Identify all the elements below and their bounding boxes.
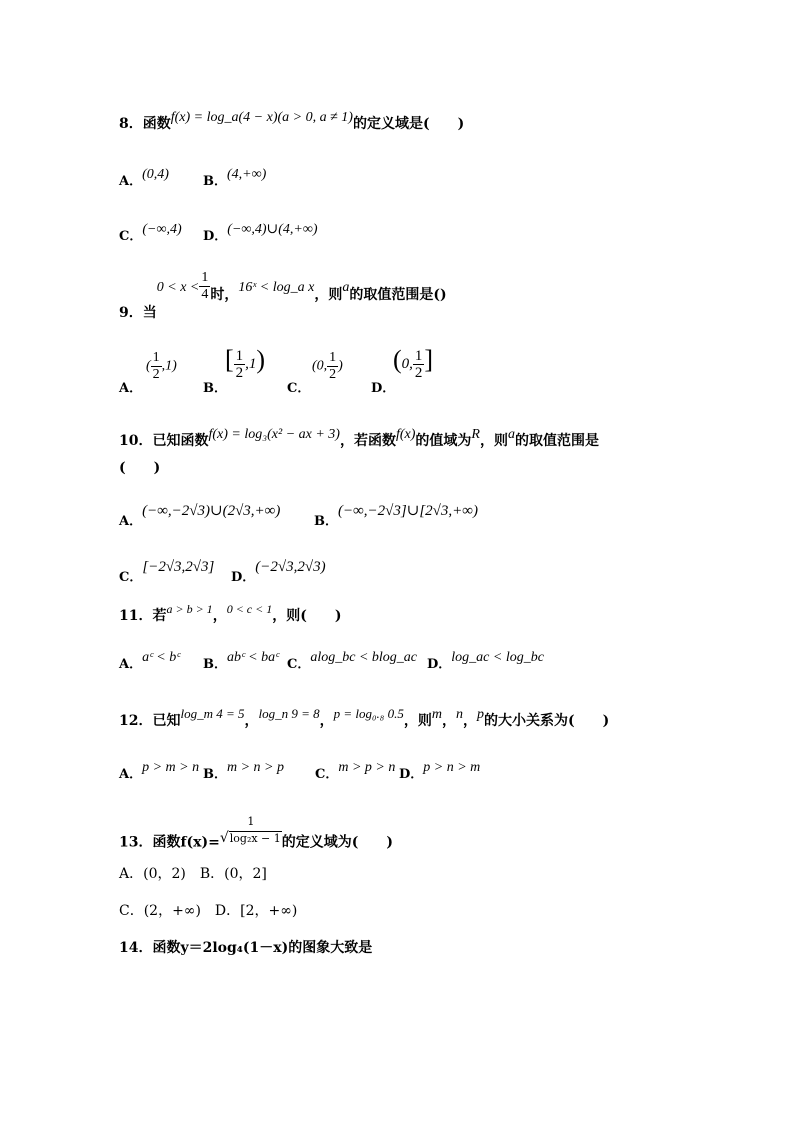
q12-option-d bbox=[399, 760, 481, 783]
q11-sep: ， bbox=[212, 608, 227, 624]
q9-c-value: (0, $\frac{1}{2}$ ) bbox=[312, 350, 343, 382]
q12-sep3: ， bbox=[441, 713, 456, 729]
q9-c-label: C． bbox=[287, 381, 311, 396]
q9-b-den: 2 bbox=[235, 365, 244, 382]
q12-prefix: 12．已知 bbox=[119, 713, 181, 729]
q11-stem bbox=[119, 602, 342, 625]
q13-options-cd bbox=[119, 900, 297, 920]
q9-d-label: D． bbox=[371, 381, 396, 396]
q9-c-den: 2 bbox=[329, 367, 337, 382]
q11-d-label: D． bbox=[427, 657, 452, 672]
q12-eq3: p = log₀.₈ 0.5 bbox=[333, 706, 404, 721]
q9-option-d bbox=[371, 377, 395, 396]
q8-c-value: (−∞,4) bbox=[142, 222, 182, 237]
q9-b-value: [ $\frac{1}{2}$ ,1) bbox=[225, 345, 266, 382]
q11-prefix: 11．若 bbox=[119, 608, 167, 624]
q13-options-ab bbox=[119, 863, 267, 883]
q8-b-label: B． bbox=[203, 174, 227, 189]
q9-a-one: 1 bbox=[165, 358, 173, 374]
q13-prefix: 13．函数f(x)= bbox=[119, 834, 220, 851]
q10-R: R bbox=[471, 427, 480, 442]
q10-fx: f(x) bbox=[395, 427, 416, 442]
q10-mid3: ，则 bbox=[479, 433, 508, 449]
q13-num: 1 bbox=[247, 815, 255, 828]
q13-suffix: 的定义域为( ) bbox=[281, 834, 394, 851]
q12-option-b bbox=[203, 760, 285, 783]
q10-a-label: A． bbox=[119, 514, 143, 529]
q8-c-label: C． bbox=[119, 229, 143, 244]
q13-cd-text: C．(2，+∞) D．[2，+∞) bbox=[119, 903, 298, 919]
q10-stem bbox=[119, 427, 599, 450]
q9-b-num: 1 bbox=[235, 348, 244, 365]
q12-eq1: log_m 4 = 5 bbox=[180, 706, 245, 721]
q10-option-c bbox=[119, 559, 215, 586]
q12-sep2: ， bbox=[319, 713, 334, 729]
q10-option-d bbox=[231, 559, 326, 586]
q8-option-c bbox=[119, 222, 182, 245]
q8-d-value: (−∞,4)∪(4,+∞) bbox=[227, 222, 318, 237]
q8-option-d bbox=[203, 222, 318, 245]
q10-b-value: (−∞,−2√3]∪[2√3,+∞) bbox=[338, 503, 478, 519]
q9-condition: 0 < x < bbox=[156, 279, 200, 295]
q12-option-c bbox=[315, 760, 396, 783]
q11-a-value: aᶜ < bᶜ bbox=[142, 650, 180, 665]
q8-a-value: (0,4) bbox=[142, 167, 169, 182]
q9-stem bbox=[119, 270, 447, 321]
q12-eq2: log_n 9 = 8 bbox=[258, 706, 320, 721]
q11-cond2: 0 < c < 1 bbox=[226, 602, 273, 616]
q9-d-zero: 0 bbox=[401, 356, 410, 372]
q9-a-num: 1 bbox=[152, 350, 160, 365]
q10-a-value: (−∞,−2√3)∪(2√3,+∞) bbox=[142, 503, 281, 519]
q12-a-label: A． bbox=[119, 767, 143, 782]
q10-prefix: 10．已知函数 bbox=[119, 433, 209, 449]
q10-paren bbox=[119, 457, 160, 477]
q10-option-b bbox=[314, 503, 478, 530]
q9-b-one: 1 bbox=[248, 356, 257, 372]
q12-suffix: 的大小关系为( ) bbox=[483, 713, 610, 729]
q12-sep4: ， bbox=[462, 713, 477, 729]
q11-option-c bbox=[287, 650, 418, 673]
q13-ab-text: A．(0，2) B．(0，2] bbox=[119, 866, 267, 882]
q10-d-value: (−2√3,2√3) bbox=[255, 559, 326, 575]
q11-c-value: alog_bc < blog_ac bbox=[310, 650, 418, 665]
q9-prefix: 9．当 bbox=[119, 304, 157, 321]
q10-var: a bbox=[507, 427, 515, 442]
q8-stem bbox=[119, 110, 465, 133]
q10-suffix: 的取值范围是 bbox=[514, 433, 599, 449]
q13-fraction: 1 √log₂x − 1 bbox=[219, 815, 281, 846]
q11-suffix: ，则( ) bbox=[272, 608, 342, 624]
q9-var: a bbox=[342, 279, 350, 295]
q9-option-c bbox=[287, 377, 310, 396]
q11-option-a bbox=[119, 650, 180, 673]
q12-option-a bbox=[119, 760, 200, 783]
q11-option-b bbox=[203, 650, 279, 673]
q12-a-value: p > m > n bbox=[142, 760, 200, 775]
q8-d-label: D． bbox=[203, 229, 228, 244]
q10-option-a bbox=[119, 503, 281, 530]
q9-a-value: ( $\frac{1}{2}$ ,1) bbox=[146, 350, 177, 382]
q11-option-d bbox=[427, 650, 544, 673]
q12-b-value: m > n > p bbox=[227, 760, 285, 775]
q12-mid: ，则 bbox=[403, 713, 432, 729]
q12-p: p bbox=[476, 707, 484, 722]
q9-a-den: 2 bbox=[152, 367, 160, 382]
q11-cond1: a > b > 1 bbox=[166, 602, 213, 616]
q9-d-den: 2 bbox=[414, 365, 423, 382]
q9-inequality: 16ˣ < log_a x bbox=[238, 279, 315, 295]
q10-paren-text: ( ) bbox=[119, 460, 161, 476]
q12-d-label: D． bbox=[399, 767, 424, 782]
q12-m: m bbox=[431, 707, 442, 722]
q11-d-value: log_ac < log_bc bbox=[451, 650, 544, 665]
q9-c-zero: 0 bbox=[316, 358, 324, 374]
q14-text: 14．函数y＝2log₄(1－x)的图象大致是 bbox=[119, 940, 373, 956]
q9-fraction bbox=[199, 270, 210, 303]
q12-stem bbox=[119, 706, 610, 730]
q11-b-value: abᶜ < baᶜ bbox=[227, 650, 279, 665]
q11-b-label: B． bbox=[203, 657, 227, 672]
q9-b-label: B． bbox=[203, 381, 227, 396]
q10-mid2: 的值域为 bbox=[415, 433, 472, 449]
q9-suffix: 的取值范围是() bbox=[349, 286, 447, 303]
q12-sep1: ， bbox=[244, 713, 259, 729]
q11-c-label: C． bbox=[287, 657, 311, 672]
q13-stem bbox=[119, 815, 394, 859]
q9-mid2: ，则 bbox=[314, 286, 343, 303]
q10-d-label: D． bbox=[231, 570, 256, 585]
q8-math: f(x) = log_a(4 − x)(a > 0, a ≠ 1) bbox=[170, 110, 353, 125]
q14-stem bbox=[119, 937, 372, 957]
q12-c-label: C． bbox=[315, 767, 339, 782]
q10-mid: ，若函数 bbox=[339, 433, 396, 449]
q9-mid: 时， bbox=[210, 286, 239, 303]
q11-a-label: A． bbox=[119, 657, 143, 672]
q8-a-label: A． bbox=[119, 174, 143, 189]
q8-prefix: 8．函数 bbox=[119, 116, 171, 132]
q8-suffix: 的定义域是( ) bbox=[352, 116, 465, 132]
q9-option-b bbox=[203, 377, 227, 396]
q9-option-a bbox=[119, 345, 143, 396]
q12-n: n bbox=[455, 707, 463, 722]
q12-d-value: p > n > m bbox=[423, 760, 481, 775]
q9-a-label: A． bbox=[119, 381, 143, 396]
q10-b-label: B． bbox=[314, 514, 338, 529]
q9-d-value: (0, $\frac{1}{2}$ ] bbox=[393, 345, 434, 382]
q10-c-value: [−2√3,2√3] bbox=[142, 559, 215, 575]
q10-c-label: C． bbox=[119, 570, 143, 585]
q9-frac-den: 4 bbox=[201, 287, 209, 302]
q8-option-a bbox=[119, 167, 169, 190]
q9-c-num: 1 bbox=[329, 350, 337, 365]
q10-math: f(x) = log₃(x² − ax + 3) bbox=[208, 427, 340, 442]
q9-d-num: 1 bbox=[414, 348, 423, 365]
q12-c-value: m > p > n bbox=[338, 760, 396, 775]
q8-option-b bbox=[203, 167, 267, 190]
q12-b-label: B． bbox=[203, 767, 227, 782]
q9-frac-num: 1 bbox=[201, 270, 209, 285]
q8-b-value: (4,+∞) bbox=[227, 167, 267, 182]
q13-den: log₂x − 1 bbox=[229, 832, 281, 845]
